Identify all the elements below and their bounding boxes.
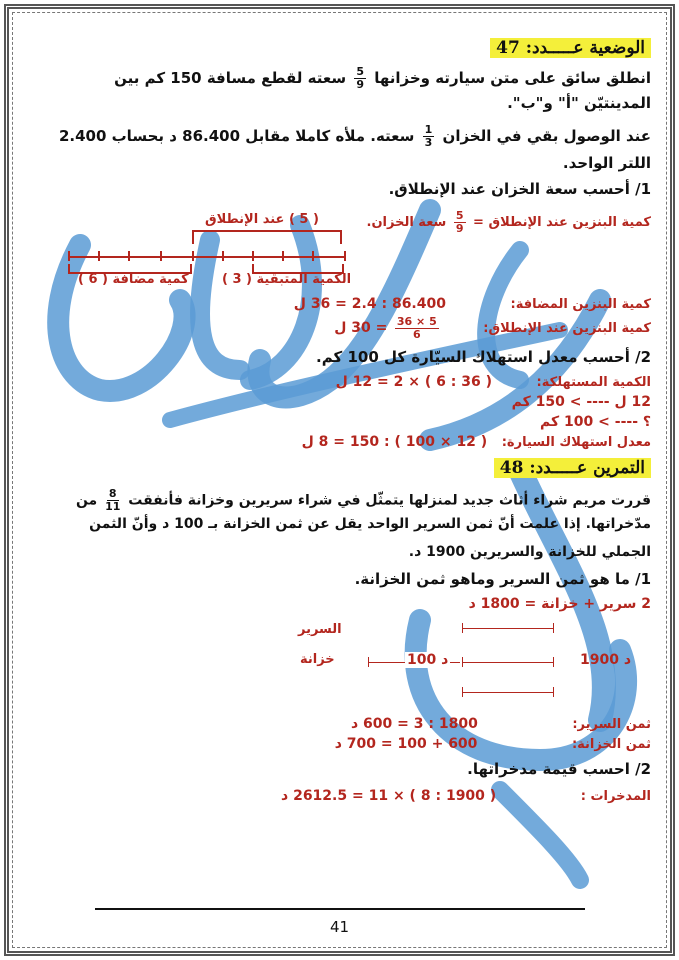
ex48-paragraph-line3: الجملي للخزانة والسريرين 1900 د. (408, 544, 651, 560)
ex47-paragraph-line1: انطلق سائق على متن سيارته وخزانها $\frac{5}{9}$ سعته لقطع مسافة 150 كم بين (114, 65, 651, 91)
ex47-question1: 1/ أحسب سعة الخزان عند الإنطلاق. (388, 180, 651, 198)
page-number: 41 (329, 918, 350, 936)
fraction-5-9: $\frac{5}{9}$ (356, 65, 364, 91)
cabinet-price-line: ثمن الخزانة: 600 + 100 = 700 د (334, 736, 651, 752)
fuel-start-formula: كمية البنزين عند الإنطلاق = $\frac{5}{9}$ سعة الخزان. (366, 209, 651, 235)
start-fuel-line: كمية البنزين عند الإنطلاق: $\frac{5 \times 36}{6}$ = 30 ل (334, 315, 651, 341)
ex48-paragraph-line1: قررت مريم شراء أثاث جديد لمنزلها يتمثّل في شراء سريرين وخزانة فأنفقت $\frac{8}{11}$ من (75, 487, 651, 513)
consumed-line: الكمية المستهلكة: ( 36 : 6 ) × 2 = 12 ل (335, 374, 651, 390)
ex48-question1: 1/ ما هو ثمن السرير وماهو ثمن الخزانة. (354, 570, 651, 588)
ex48-title: التمرين عـــــدد: 48 (494, 458, 651, 478)
page-inner-border (12, 12, 667, 948)
fraction-1-3: $\frac{1}{3}$ (424, 123, 433, 149)
rate-line: معدل استهلاك السيارة: ( 12 × 100 ) : 150 = 8 ل (301, 434, 651, 450)
footer-rule (95, 908, 585, 910)
rule-line1: 12 ل ---- > 150 كم (511, 394, 651, 410)
ex47-paragraph-line2: المدينتيّن "أ" و"ب". (507, 94, 651, 112)
added-fuel-line: كمية البنزين المضافة: 86.400 : 2.4 = 36 ل (293, 296, 651, 312)
ex47-title: الوضعية عـــــدد: 47 (490, 38, 651, 58)
ex48-paragraph-line2: مدّخراتها. إذا علمت أنّ ثمن السرير الواحد يقل عن ثمن الخزانة بـ 100 د وأنّ الثمن (89, 516, 651, 532)
rule-line2: ؟ ---- > 100 كم (540, 414, 651, 430)
ex47-question2: 2/ أحسب معدل استهلاك السيّارة كل 100 كم. (316, 348, 651, 366)
ex48-question2: 2/ احسب قيمة مدخراتها. (467, 760, 651, 778)
bed-price-line: ثمن السرير: 1800 : 3 = 600 د (350, 716, 651, 732)
ex47-paragraph-line4: اللتر الواحد. (562, 154, 651, 172)
ex47-paragraph-line3: عند الوصول بقي في الخزان $\frac{1}{3}$ سعته. ملأه كاملا مقابل 86.400 د بحساب 2.400 (58, 123, 651, 149)
equation-line: 2 سرير + خزانة = 1800 د (468, 596, 651, 612)
savings-line: المدخرات : ( 1900 : 8 ) × 11 = 2612.5 د (281, 788, 651, 804)
